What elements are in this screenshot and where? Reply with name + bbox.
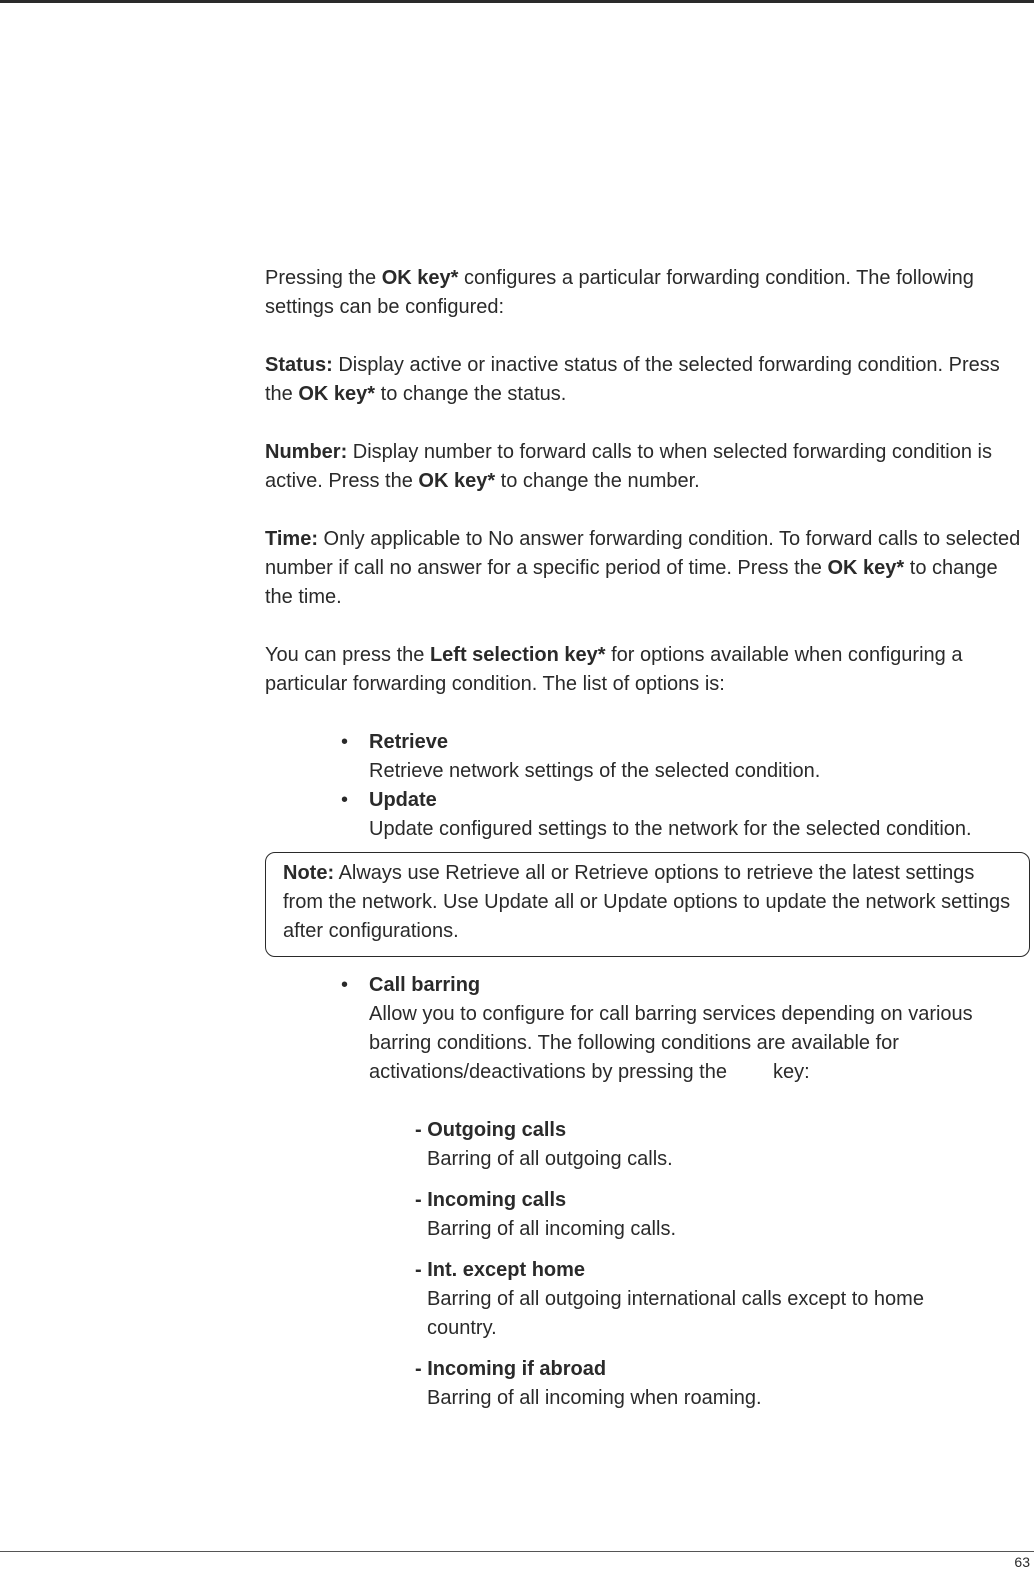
barring-item-title — [265, 1116, 1030, 1145]
options-intro-paragraph — [265, 641, 1030, 699]
barring-incoming-title: - Incoming calls — [415, 1189, 567, 1211]
time-label: Time: — [265, 528, 318, 550]
list-item — [265, 971, 1030, 1000]
barring-incoming-desc: Barring of all incoming calls. — [427, 1218, 676, 1240]
call-barring-title: Call barring — [369, 974, 481, 996]
option-retrieve-title: Retrieve — [369, 731, 448, 753]
call-barring-desc-key-text: key: — [772, 1061, 810, 1083]
barring-int-except-home-desc: Barring of all outgoing international calls except to home country. — [427, 1288, 924, 1339]
status-label: Status: — [265, 354, 333, 376]
intro-text: Pressing the — [265, 267, 382, 289]
list-item — [265, 728, 1030, 757]
status-text: Display active or inactive status of the selected forwarding condition. Press the — [265, 354, 1000, 405]
options-intro-text-2: for options available when configuring a particular forwarding condition. The list of options is: — [265, 644, 963, 695]
page-number: 63 — [1014, 1554, 1030, 1570]
bullet-icon: • — [341, 731, 349, 753]
barring-outgoing-desc: Barring of all outgoing calls. — [427, 1148, 673, 1170]
number-text: Display number to forward calls to when selected forwarding condition is active. Press the — [265, 441, 992, 492]
option-update-title: Update — [369, 789, 437, 811]
number-paragraph — [265, 438, 1030, 496]
number-label: Number: — [265, 441, 348, 463]
spacer — [265, 1087, 1030, 1097]
barring-int-except-home-title: - Int. except home — [415, 1259, 586, 1281]
barring-incoming-abroad-title: - Incoming if abroad — [415, 1358, 607, 1380]
call-barring-desc-text: Allow you to configure for call barring services depending on various barring conditions. The following conditions are available for activations/deactivations by pressing the — [369, 1003, 973, 1083]
bullet-icon: • — [341, 974, 349, 996]
ok-key-term: OK key* — [418, 470, 496, 492]
barring-incoming-abroad-desc: Barring of all incoming when roaming. — [427, 1387, 762, 1409]
intro-paragraph — [265, 264, 1030, 322]
note-label: Note: — [283, 862, 335, 884]
status-paragraph — [265, 351, 1030, 409]
number-text-2: to change the number. — [495, 470, 700, 492]
time-paragraph — [265, 525, 1030, 612]
ok-key-term: OK key* — [827, 557, 905, 579]
barring-item-title — [265, 1256, 1030, 1285]
call-barring-desc — [265, 1000, 1030, 1087]
note-box — [265, 852, 1030, 957]
list-item — [265, 786, 1030, 815]
options-intro-text: You can press the — [265, 644, 430, 666]
note-text: Always use Retrieve all or Retrieve options to retrieve the latest settings from the network. Use Update all or Update options to update the network settings after configurations. — [283, 862, 1011, 942]
barring-item-title — [265, 1186, 1030, 1215]
option-update-desc: Update configured settings to the network for the selected condition. — [369, 818, 972, 840]
bottom-rule — [0, 1551, 1034, 1552]
ok-key-term: OK key* — [381, 267, 459, 289]
left-selection-key-term: Left selection key* — [429, 644, 606, 666]
ok-key-term: OK key* — [298, 383, 376, 405]
time-text: Only applicable to No answer forwarding condition. To forward calls to selected number if call no answer for a specific period of time. Press the — [265, 528, 1021, 579]
options-list — [265, 728, 1030, 844]
barring-item-title — [265, 1355, 1030, 1384]
call-barring-section — [265, 971, 1030, 1413]
barring-outgoing-title: - Outgoing calls — [415, 1119, 567, 1141]
page-content — [265, 264, 1030, 1413]
bullet-icon: • — [341, 789, 349, 811]
top-rule — [0, 0, 1034, 3]
time-text-2: to change the time. — [265, 557, 998, 608]
status-text-2: to change the status. — [375, 383, 567, 405]
intro-text-2: configures a particular forwarding condition. The following settings can be configured: — [265, 267, 974, 318]
option-retrieve-desc: Retrieve network settings of the selected condition. — [369, 760, 821, 782]
